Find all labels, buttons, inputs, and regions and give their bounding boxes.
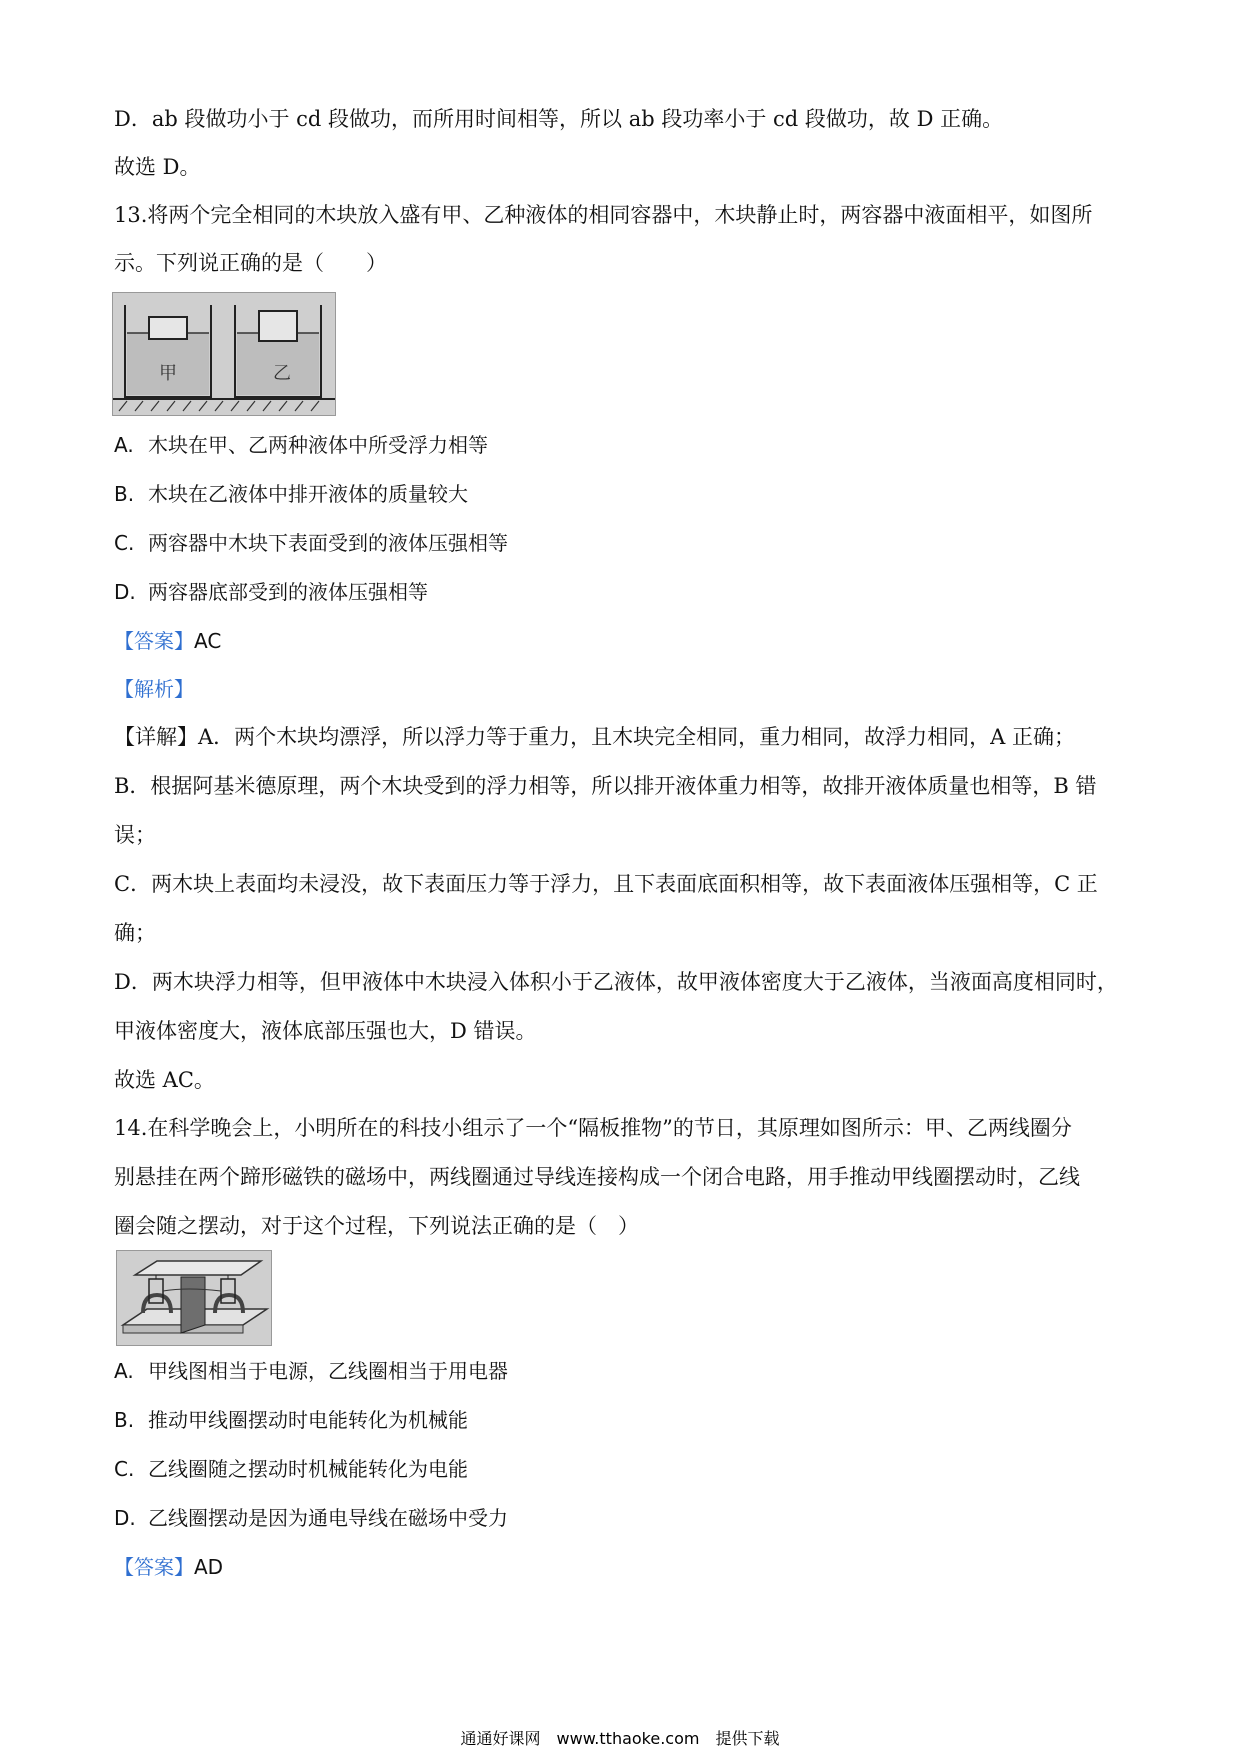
detail-a-text: A．两个木块均漂浮，所以浮力等于重力，且木块完全相同，重力相同，故浮力相同，A 正确； bbox=[198, 725, 1076, 749]
q13-option-c-letter: C. bbox=[114, 531, 135, 555]
q14-option-d-letter: D. bbox=[114, 1506, 136, 1530]
q13-option-b-text: 木块在乙液体中排开液体的质量较大 bbox=[148, 482, 468, 506]
detail-tag: 【详解】 bbox=[114, 725, 198, 749]
q13-detail-c-2: 确； bbox=[114, 921, 156, 945]
figure-label-jia: 甲 bbox=[159, 363, 177, 384]
answer-tag: 【答案】 bbox=[114, 629, 194, 653]
question-13-figure bbox=[112, 292, 336, 416]
q13-detail-b-2: 误； bbox=[114, 823, 156, 847]
q14-option-c bbox=[114, 1454, 468, 1484]
q14-option-b-text: 推动甲线圈摆动时电能转化为机械能 bbox=[148, 1408, 468, 1432]
q13-detail-b-1: B．根据阿基米德原理，两个木块受到的浮力相等，所以排开液体重力相等，故排开液体质量也相等，B 错 bbox=[114, 774, 1097, 798]
q13-analysis-heading bbox=[114, 674, 194, 704]
q13-option-c-text: 两容器中木块下表面受到的液体压强相等 bbox=[148, 531, 508, 555]
q13-option-b-letter: B. bbox=[114, 482, 135, 506]
page-footer: 通通好课网 www.tthaoke.com 提供下载 bbox=[460, 1729, 780, 1748]
paragraph-prev-conclusion: 故选 D。 bbox=[114, 155, 201, 179]
question-14-line-2: 别悬挂在两个蹄形磁铁的磁场中，两线圈通过导线连接构成一个闭合电路，用手推动甲线圈摆动时，乙线 bbox=[114, 1165, 1080, 1189]
q13-option-a-letter: A. bbox=[114, 433, 134, 457]
analysis-tag: 【解析】 bbox=[114, 677, 194, 701]
q14-option-a-text: 甲线图相当于电源，乙线圈相当于用电器 bbox=[148, 1359, 508, 1383]
q13-detail-a bbox=[114, 722, 1075, 752]
question-13-line-2: 示。下列说正确的是（ ） bbox=[114, 251, 387, 275]
question-14-line-3: 圈会随之摆动，对于这个过程，下列说法正确的是（ ） bbox=[114, 1214, 639, 1238]
question-13-line-1: 13.将两个完全相同的木块放入盛有甲、乙种液体的相同容器中，木块静止时，两容器中液面相平，如图所 bbox=[114, 203, 1093, 227]
q14-option-c-letter: C. bbox=[114, 1457, 135, 1481]
question-14-figure bbox=[116, 1250, 272, 1346]
answer-value: AC bbox=[194, 629, 222, 653]
q13-option-d-letter: D. bbox=[114, 580, 136, 604]
question-14-line-1: 14.在科学晚会上，小明所在的科技小组示了一个“隔板推物”的节日，其原理如图所示：甲、乙两线圈分 bbox=[114, 1116, 1072, 1140]
q13-conclusion: 故选 AC。 bbox=[114, 1068, 215, 1092]
q13-option-a-text: 木块在甲、乙两种液体中所受浮力相等 bbox=[148, 433, 488, 457]
q14-option-d-text: 乙线圈摆动是因为通电导线在磁场中受力 bbox=[148, 1506, 508, 1530]
q13-option-a bbox=[114, 430, 488, 460]
q13-option-d-text: 两容器底部受到的液体压强相等 bbox=[148, 580, 428, 604]
q14-option-b-letter: B. bbox=[114, 1408, 135, 1432]
q14-option-b bbox=[114, 1405, 468, 1435]
q13-option-b bbox=[114, 479, 468, 509]
q14-answer bbox=[114, 1552, 223, 1582]
q13-option-d bbox=[114, 577, 428, 607]
q13-detail-d-1: D．两木块浮力相等，但甲液体中木块浸入体积小于乙液体，故甲液体密度大于乙液体，当液面高度相同时， bbox=[114, 970, 1118, 994]
q14-option-c-text: 乙线圈随之摆动时机械能转化为电能 bbox=[148, 1457, 468, 1481]
q13-answer bbox=[114, 626, 221, 656]
q14-option-a bbox=[114, 1356, 508, 1386]
q13-detail-c-1: C．两木块上表面均未浸没，故下表面压力等于浮力，且下表面底面积相等，故下表面液体压强相等，C 正 bbox=[114, 872, 1098, 896]
answer-value: AD bbox=[194, 1555, 224, 1579]
figure-label-yi: 乙 bbox=[273, 363, 291, 384]
answer-tag: 【答案】 bbox=[114, 1555, 194, 1579]
q14-option-d bbox=[114, 1503, 508, 1533]
q13-detail-d-2: 甲液体密度大，液体底部压强也大，D 错误。 bbox=[114, 1019, 537, 1043]
q13-option-c bbox=[114, 528, 508, 558]
q14-option-a-letter: A. bbox=[114, 1359, 134, 1383]
paragraph-prev-d: D．ab 段做功小于 cd 段做功，而所用时间相等，所以 ab 段功率小于 cd 段做功，故 D 正确。 bbox=[114, 107, 1004, 131]
